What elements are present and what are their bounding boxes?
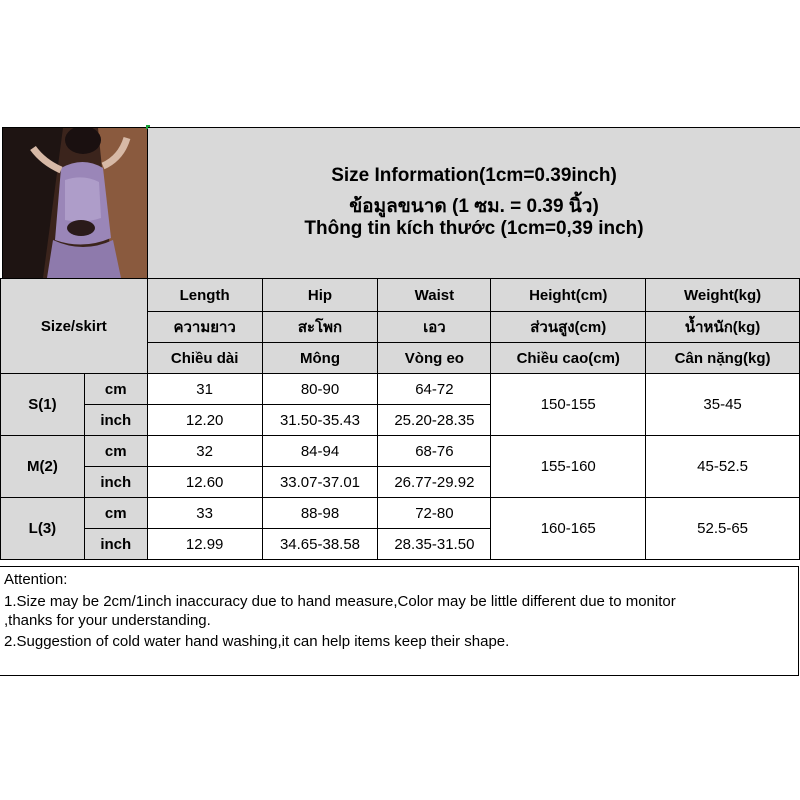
waist-value: 64-72: [378, 374, 491, 405]
unit-label: inch: [84, 467, 147, 498]
size-label: S(1): [1, 374, 85, 436]
size-skirt-label: Size/skirt: [1, 279, 148, 374]
attention-line-3: 2.Suggestion of cold water hand washing,it can help items keep their shape.: [4, 633, 510, 650]
attention-line-2: ,thanks for your understanding.: [4, 612, 211, 629]
size-label: M(2): [1, 436, 85, 498]
attention-line-1: 1.Size may be 2cm/1inch inaccuracy due to hand measure,Color may be little different due to monitor: [4, 593, 676, 610]
col-height-vi: Chiều cao(cm): [491, 343, 646, 374]
weight-value: 45-52.5: [646, 436, 800, 498]
table-row: [1, 498, 800, 529]
col-length-vi: Chiều dài: [147, 343, 262, 374]
header-title-vi: Thông tin kích thước (1cm=0,39 inch): [304, 218, 644, 239]
col-weight-vi: Cân nặng(kg): [646, 343, 800, 374]
unit-label: cm: [84, 374, 147, 405]
hip-value: 84-94: [262, 436, 378, 467]
hip-value: 33.07-37.01: [262, 467, 378, 498]
header-title-th: ข้อมูลขนาด (1 ซม. = 0.39 นิ้ว): [349, 196, 599, 217]
waist-value: 72-80: [378, 498, 491, 529]
hip-value: 31.50-35.43: [262, 405, 378, 436]
col-height-en: Height(cm): [491, 279, 646, 312]
weight-value: 35-45: [646, 374, 800, 436]
col-hip-en: Hip: [262, 279, 378, 312]
hip-value: 88-98: [262, 498, 378, 529]
col-weight-th: น้ำหนัก(kg): [646, 312, 800, 343]
height-value: 155-160: [491, 436, 646, 498]
length-value: 12.60: [147, 467, 262, 498]
unit-label: inch: [84, 405, 147, 436]
waist-value: 28.35-31.50: [378, 529, 491, 560]
col-hip-th: สะโพก: [262, 312, 378, 343]
waist-value: 25.20-28.35: [378, 405, 491, 436]
col-weight-en: Weight(kg): [646, 279, 800, 312]
waist-value: 26.77-29.92: [378, 467, 491, 498]
length-value: 12.20: [147, 405, 262, 436]
col-waist-en: Waist: [378, 279, 491, 312]
unit-label: cm: [84, 436, 147, 467]
table-row: [1, 436, 800, 467]
attention-title: Attention:: [4, 571, 68, 588]
unit-label: cm: [84, 498, 147, 529]
header-row-en: [1, 279, 800, 312]
col-hip-vi: Mông: [262, 343, 378, 374]
height-value: 160-165: [491, 498, 646, 560]
hip-value: 80-90: [262, 374, 378, 405]
col-height-th: ส่วนสูง(cm): [491, 312, 646, 343]
length-value: 12.99: [147, 529, 262, 560]
col-length-en: Length: [147, 279, 262, 312]
height-value: 150-155: [491, 374, 646, 436]
col-length-th: ความยาว: [147, 312, 262, 343]
size-table: [0, 278, 800, 560]
waist-value: 68-76: [378, 436, 491, 467]
table-row: [1, 374, 800, 405]
attention-notes: [0, 566, 799, 676]
length-value: 32: [147, 436, 262, 467]
product-photo: [2, 127, 148, 279]
length-value: 33: [147, 498, 262, 529]
hip-value: 34.65-38.58: [262, 529, 378, 560]
col-waist-vi: Vòng eo: [378, 343, 491, 374]
length-value: 31: [147, 374, 262, 405]
header-title-en: Size Information(1cm=0.39inch): [331, 165, 617, 186]
unit-label: inch: [84, 529, 147, 560]
col-waist-th: เอว: [378, 312, 491, 343]
weight-value: 52.5-65: [646, 498, 800, 560]
size-label: L(3): [1, 498, 85, 560]
